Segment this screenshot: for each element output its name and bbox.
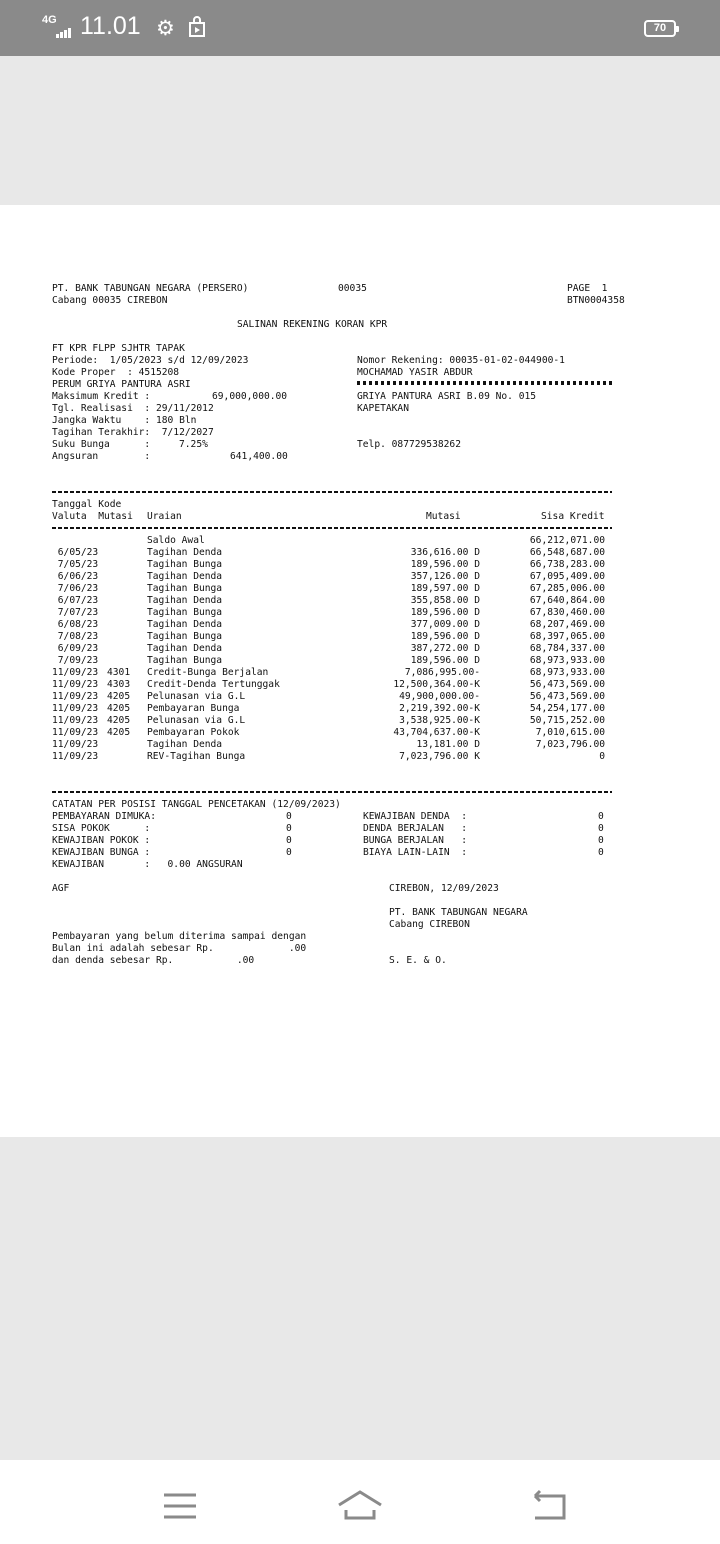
transaction-row <box>52 667 652 679</box>
tx-date: 11/09/23 <box>52 667 99 678</box>
tx-balance: 68,973,933.00 <box>529 655 605 666</box>
tx-amount: 355,858.00 D <box>410 595 480 606</box>
suku-bunga-label: Suku Bunga : <box>52 439 151 450</box>
customer-address: GRIYA PANTURA ASRI B.09 No. 015 <box>357 391 537 402</box>
page-label: PAGE 1 <box>567 283 608 294</box>
tx-date: 6/07/23 <box>52 595 99 606</box>
product-name: FT KPR FLPP SJHTR TAPAK <box>52 343 185 354</box>
note-row <box>52 811 652 823</box>
tx-balance: 68,784,337.00 <box>529 643 605 654</box>
customer-city: KAPETAKAN <box>357 403 409 414</box>
statement-title: SALINAN REKENING KORAN KPR <box>237 319 388 330</box>
col-uraian: Uraian <box>147 511 182 522</box>
clock-time: 11.01 <box>80 12 141 40</box>
tx-date: 11/09/23 <box>52 751 99 762</box>
place-date: CIREBON, 12/09/2023 <box>389 883 499 894</box>
tagihan-terakhir: Tagihan Terakhir: 7/12/2027 <box>52 427 214 438</box>
tx-desc: Credit-Bunga Berjalan <box>147 667 269 678</box>
transaction-row <box>52 631 652 643</box>
transaction-row <box>52 715 652 727</box>
note-label: KEWAJIBAN BUNGA : <box>52 847 151 858</box>
tx-amount: 377,009.00 D <box>410 619 480 630</box>
transaction-row <box>52 595 652 607</box>
agf-code: AGF <box>52 883 70 894</box>
transaction-row <box>52 691 652 703</box>
tx-amount: 189,596.00 D <box>410 631 480 642</box>
sign-branch: Cabang CIREBON <box>389 919 470 930</box>
footer-line-1: Pembayaran yang belum diterima sampai dengan <box>52 931 307 942</box>
customer-name: MOCHAMAD YASIR ABDUR <box>357 367 473 378</box>
perum: PERUM GRIYA PANTURA ASRI <box>52 379 191 390</box>
tx-date: 7/08/23 <box>52 631 99 642</box>
tx-balance: 68,207,469.00 <box>529 619 605 630</box>
tx-date: 11/09/23 <box>52 679 99 690</box>
note-value: 0 <box>286 823 292 834</box>
angsuran-value: 641,400.00 <box>230 451 288 462</box>
transaction-row <box>52 751 652 763</box>
angsuran-label: Angsuran : <box>52 451 151 462</box>
transaction-row <box>52 643 652 655</box>
tx-balance: 56,473,569.00 <box>529 679 605 690</box>
periode: Periode: 1/05/2023 s/d 12/09/2023 <box>52 355 249 366</box>
transaction-row <box>52 739 652 751</box>
note-row <box>52 835 652 847</box>
tx-desc: Tagihan Denda <box>147 547 223 558</box>
tx-code: 4205 <box>107 703 131 714</box>
tx-date: 7/06/23 <box>52 583 99 594</box>
tx-amount: 336,616.00 D <box>410 547 480 558</box>
sign-bank: PT. BANK TABUNGAN NEGARA <box>389 907 528 918</box>
note-row <box>52 823 652 835</box>
note-label: KEWAJIBAN POKOK : <box>52 835 151 846</box>
tx-desc: Tagihan Denda <box>147 619 223 630</box>
status-bar <box>0 0 720 56</box>
transaction-row <box>52 655 652 667</box>
tx-date: 11/09/23 <box>52 739 99 750</box>
note-label: PEMBAYARAN DIMUKA: <box>52 811 156 822</box>
tx-desc: Pelunasan via G.L <box>147 715 246 726</box>
tx-amount: 189,596.00 D <box>410 655 480 666</box>
tx-amount: 357,126.00 D <box>410 571 480 582</box>
statement-content <box>52 283 652 967</box>
tx-date: 11/09/23 <box>52 691 99 702</box>
maks-kredit-label: Maksimum Kredit : <box>52 391 151 402</box>
tx-balance: 0 <box>599 751 605 762</box>
battery-icon: 70 <box>644 20 676 37</box>
customer-phone: Telp. 087729538262 <box>357 439 461 450</box>
settings-gear-icon: ⚙ <box>156 16 175 40</box>
tx-desc: Tagihan Denda <box>147 739 223 750</box>
separator-line <box>52 527 612 529</box>
tx-amount: 387,272.00 D <box>410 643 480 654</box>
tx-date: 7/09/23 <box>52 655 99 666</box>
note-label: BUNGA BERJALAN : <box>363 835 467 846</box>
tx-desc: Tagihan Bunga <box>147 559 223 570</box>
tx-date: 6/06/23 <box>52 571 99 582</box>
tx-amount: 189,596.00 D <box>410 607 480 618</box>
note-row <box>52 847 652 859</box>
note-value: 0 <box>598 847 604 858</box>
footer-line-2: Bulan ini adalah sebesar Rp. .00 <box>52 943 307 954</box>
tx-amount: 189,596.00 D <box>410 559 480 570</box>
tx-desc: Pembayaran Pokok <box>147 727 240 738</box>
kode-proper: Kode Proper : 4515208 <box>52 367 180 378</box>
masked-field <box>357 381 612 385</box>
document-page <box>0 205 720 1137</box>
network-type: 4G <box>42 14 57 26</box>
tx-balance: 67,830,460.00 <box>529 607 605 618</box>
tx-code: 4303 <box>107 679 131 690</box>
back-icon[interactable] <box>524 1488 574 1524</box>
tx-date: 7/05/23 <box>52 559 99 570</box>
shopping-bag-icon <box>188 16 206 38</box>
transaction-row <box>52 703 652 715</box>
note-value: 0 <box>598 811 604 822</box>
tx-amount: 3,538,925.00-K <box>399 715 480 726</box>
transaction-row <box>52 679 652 691</box>
tx-balance: 68,397,065.00 <box>529 631 605 642</box>
tx-date: 6/05/23 <box>52 547 99 558</box>
note-label: SISA POKOK : <box>52 823 151 834</box>
branch-code: 00035 <box>338 283 367 294</box>
transaction-row <box>52 619 652 631</box>
tgl-realisasi: Tgl. Realisasi : 29/11/2012 <box>52 403 214 414</box>
note-value: 0 <box>598 823 604 834</box>
tx-date: 11/09/23 <box>52 715 99 726</box>
tx-desc: Tagihan Bunga <box>147 631 223 642</box>
tx-desc: Credit-Denda Tertunggak <box>147 679 280 690</box>
col-valuta-mutasi: Valuta Mutasi <box>52 511 133 522</box>
tx-code: 4205 <box>107 691 131 702</box>
tx-desc: Tagihan Bunga <box>147 607 223 618</box>
separator-line <box>52 791 612 793</box>
tx-amount: 49,900,000.00- <box>399 691 480 702</box>
transaction-row <box>52 547 652 559</box>
tx-amount: 2,219,392.00-K <box>399 703 480 714</box>
tx-amount: 43,704,637.00-K <box>393 727 480 738</box>
tx-date: 6/09/23 <box>52 643 99 654</box>
tx-balance: 7,010,615.00 <box>535 727 605 738</box>
transaction-row <box>52 583 652 595</box>
home-icon[interactable] <box>335 1488 385 1524</box>
notes-list <box>52 811 652 859</box>
tx-balance: 66,738,283.00 <box>529 559 605 570</box>
jangka-waktu: Jangka Waktu : 180 Bln <box>52 415 197 426</box>
transaction-row <box>52 571 652 583</box>
tx-balance: 7,023,796.00 <box>535 739 605 750</box>
tx-code: 4301 <box>107 667 131 678</box>
tx-amount: 7,086,995.00- <box>404 667 480 678</box>
col-sisa-kredit: Sisa Kredit <box>541 511 605 522</box>
tx-desc: Pembayaran Bunga <box>147 703 240 714</box>
kewajiban-line: KEWAJIBAN : 0.00 ANGSURAN <box>52 859 243 870</box>
transaction-row <box>52 727 652 739</box>
tx-code: 4205 <box>107 727 131 738</box>
note-value: 0 <box>286 835 292 846</box>
tx-date: 11/09/23 <box>52 703 99 714</box>
branch-line: Cabang 00035 CIREBON <box>52 295 168 306</box>
navigation-bar <box>0 1460 720 1544</box>
tx-balance: 66,548,687.00 <box>529 547 605 558</box>
tx-date: 7/07/23 <box>52 607 99 618</box>
note-value: 0 <box>286 847 292 858</box>
tx-desc: Tagihan Denda <box>147 571 223 582</box>
transaction-list <box>52 547 652 763</box>
tx-amount: 13,181.00 D <box>416 739 480 750</box>
saldo-awal-value: 66,212,071.00 <box>529 535 605 546</box>
tx-date: 11/09/23 <box>52 727 99 738</box>
tx-balance: 56,473,569.00 <box>529 691 605 702</box>
tx-desc: Tagihan Bunga <box>147 583 223 594</box>
note-label: KEWAJIBAN DENDA : <box>363 811 467 822</box>
tx-desc: REV-Tagihan Bunga <box>147 751 246 762</box>
tx-balance: 67,640,864.00 <box>529 595 605 606</box>
note-value: 0 <box>598 835 604 846</box>
tx-balance: 67,095,409.00 <box>529 571 605 582</box>
tx-desc: Tagihan Bunga <box>147 655 223 666</box>
separator-line <box>52 491 612 493</box>
saldo-awal-label: Saldo Awal <box>147 535 205 546</box>
tx-date: 6/08/23 <box>52 619 99 630</box>
tx-balance: 54,254,177.00 <box>529 703 605 714</box>
footer-line-3: dan denda sebesar Rp. .00 <box>52 955 255 966</box>
tx-desc: Pelunasan via G.L <box>147 691 246 702</box>
tx-amount: 7,023,796.00 K <box>399 751 480 762</box>
col-mutasi: Mutasi <box>426 511 461 522</box>
signal-icon <box>42 14 74 40</box>
tx-code: 4205 <box>107 715 131 726</box>
bank-name: PT. BANK TABUNGAN NEGARA (PERSERO) <box>52 283 249 294</box>
suku-bunga-value: 7.25% <box>179 439 208 450</box>
account-number: Nomor Rekening: 00035-01-02-044900-1 <box>357 355 565 366</box>
maks-kredit-value: 69,000,000.00 <box>212 391 288 402</box>
tx-amount: 12,500,364.00-K <box>393 679 480 690</box>
tx-desc: Tagihan Denda <box>147 595 223 606</box>
transaction-row <box>52 607 652 619</box>
note-label: DENDA BERJALAN : <box>363 823 467 834</box>
catatan-title: CATATAN PER POSISI TANGGAL PENCETAKAN (12/09/2023) <box>52 799 341 810</box>
tx-amount: 189,597.00 D <box>410 583 480 594</box>
tx-balance: 68,973,933.00 <box>529 667 605 678</box>
tx-desc: Tagihan Denda <box>147 643 223 654</box>
signoff: S. E. & O. <box>389 955 447 966</box>
note-value: 0 <box>286 811 292 822</box>
transaction-row <box>52 559 652 571</box>
col-tanggal-kode: Tanggal Kode <box>52 499 122 510</box>
note-label: BIAYA LAIN-LAIN : <box>363 847 467 858</box>
tx-balance: 50,715,252.00 <box>529 715 605 726</box>
menu-icon[interactable] <box>155 1488 205 1524</box>
tx-balance: 67,285,006.00 <box>529 583 605 594</box>
doc-code: BTN0004358 <box>567 295 625 306</box>
